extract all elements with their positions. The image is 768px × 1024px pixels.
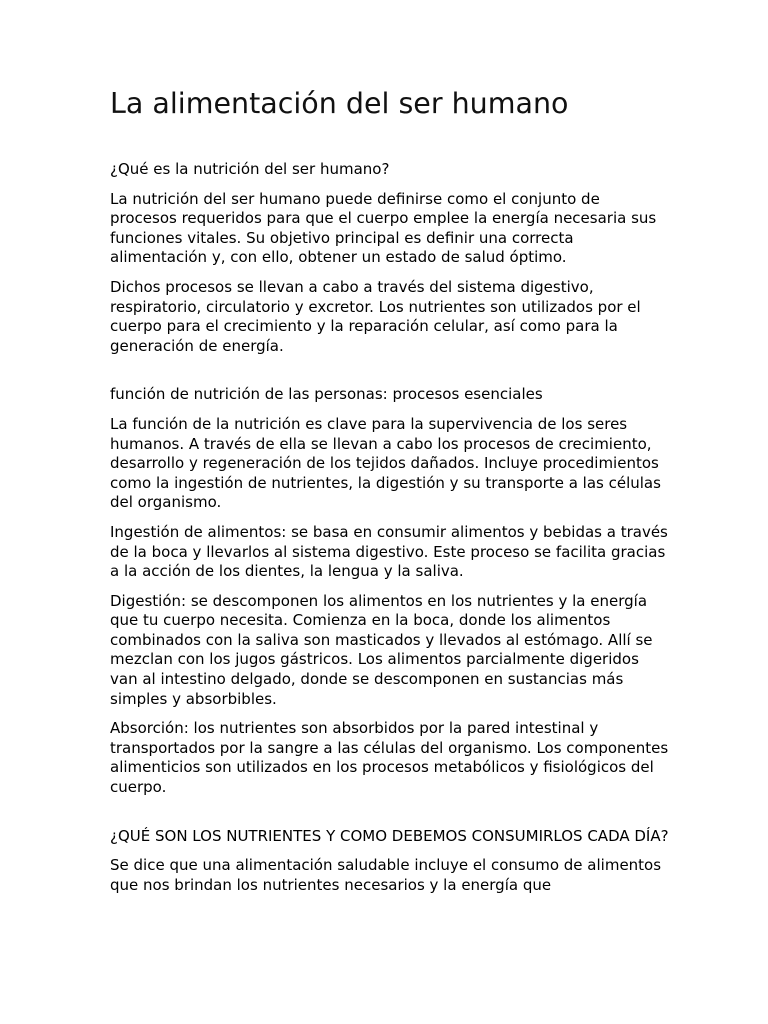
document-page	[110, 84, 670, 895]
paragraph-absorcion: Absorción: los nutrientes son absorbidos por la pared intestinal y transportados por la sangre a las células del organismo. Los componentes alimenticios son utilizados en los procesos metabólicos y fisiológicos del cuerpo.	[110, 719, 669, 797]
paragraph: Dichos procesos se llevan a cabo a través del sistema digestivo, respiratorio, circulatorio y excretor. Los nutrientes son utilizados por el cuerpo para el crecimiento y la reparación celular, así como para la generación de energía.	[110, 277, 641, 355]
section-heading-nutricion: ¿Qué es la nutrición del ser humano?	[110, 160, 390, 178]
section-heading-funcion: función de nutrición de las personas: procesos esenciales	[110, 385, 543, 404]
paragraph-digestion: Digestión: se descomponen los alimentos en los nutrientes y la energía que tu cuerpo necesita. Comienza en la boca, donde los alimentos combinados con la saliva son masticados y llevados al estómago. Allí se mezclan con los jugos gástricos. Los alimentos parcialmente digeridos van al intestino delgado, donde se descomponen en sustancias más simples y absorbibles.	[110, 591, 653, 708]
section-heading-nutrientes: ¿QUÉ SON LOS NUTRIENTES Y COMO DEBEMOS CONSUMIRLOS CADA DÍA?	[110, 826, 669, 845]
paragraph-ingestion: Ingestión de alimentos: se basa en consumir alimentos y bebidas a través de la boca y llevarlos al sistema digestivo. Este proceso se facilita gracias a la acción de los dientes, la lengua y la saliva.	[110, 522, 668, 581]
paragraph: La nutrición del ser humano puede definirse como el conjunto de procesos requeridos para que el cuerpo emplee la energía necesaria sus funciones vitales. Su objetivo principal es definir una correcta alimentación y, con ello, obtener un estado de salud óptimo.	[110, 189, 657, 267]
paragraph: Se dice que una alimentación saludable incluye el consumo de alimentos que nos brindan los nutrientes necesarios y la energía que	[110, 856, 662, 894]
paragraph: La función de la nutrición es clave para la supervivencia de los seres humanos. A través de ella se llevan a cabo los procesos de crecimiento, desarrollo y regeneración de los tejidos dañados. Incluye procedimientos como la ingestión de nutrientes, la digestión y su transporte a las células del organismo.	[110, 414, 661, 512]
document-title: La alimentación del ser humano	[110, 87, 569, 120]
